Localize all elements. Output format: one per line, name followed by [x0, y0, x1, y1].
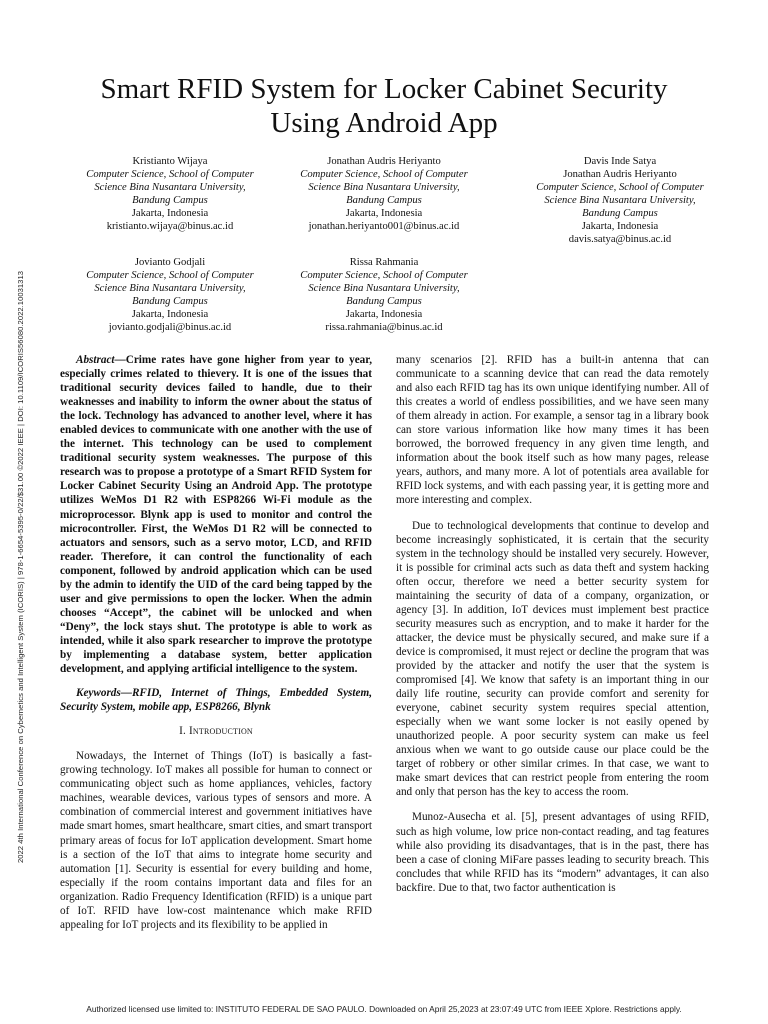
- author-email: jonathan.heriyanto001@binus.ac.id: [308, 221, 460, 232]
- keywords: Keywords—RFID, Internet of Things, Embedded System, Security System, mobile app, ESP8266, Blynk: [60, 687, 372, 714]
- author-affiliation: Computer Science, School of Computer Science Bina Nusantara University, Bandung Campus: [536, 182, 704, 219]
- author-block: [50, 256, 290, 334]
- author-name: Jonathan Audris Heriyanto: [327, 156, 441, 167]
- doi-sidebar-text: 2022 4th International Conference on Cybernetics and Intelligent System (ICORIS) | 978-1-6654-5395-0/22/$31.00 ©2022 IEEE | DOI: 10.1109/ICORIS56080.2022.10031313: [16, 271, 25, 864]
- author-location: Jakarta, Indonesia: [131, 309, 209, 320]
- right-column: [396, 353, 709, 895]
- section-heading-introduction: I. Introduction: [179, 725, 253, 738]
- author-location: Jakarta, Indonesia: [581, 221, 659, 232]
- author-location: Jakarta, Indonesia: [345, 208, 423, 219]
- author-location: Jakarta, Indonesia: [131, 208, 209, 219]
- author-block: [500, 155, 740, 246]
- abstract-text: —Crime rates have gone higher from year to year, especially crimes related to thievery. It is one of the issues that traditional security devices failed to handle, due to their weaknesses and inability to inform the owner about the status of the lock. Technology has advanced to another level, where it has enabled devices to communicate with one another with the use of the internet. This technology can be used to complement traditional security system weaknesses. The purpose of this research was to propose a prototype of a Smart RFID System for Locker Cabinet Security Using an Android App. The prototype utilizes WeMos D1 R2 with ESP8266 Wi-Fi module as the microprocessor. Blynk app is used to monitor and control the microcontroller. First, the WeMos D1 R2 will be connected to actuators and sensors, such as a servo motor, LCD, and RFID reader. Therefore, it can control the functionality of each component, followed by android application which can be used by the admin to identify the UID of the card being tapped by the user and give permissions to open the locker. When the admin chooses “Accept”, the cabinet will be unlocked and when “Deny”, the lock stays shut. The prototype is able to work as intended, while it also spark researcher to improve the prototype by implementing a database system, better application development, and applying artificial intelligence to the system.: [60, 354, 372, 676]
- author-affiliation: Computer Science, School of Computer Science Bina Nusantara University, Bandung Campus: [86, 169, 254, 206]
- abstract-label: Abstract: [76, 354, 115, 366]
- author-name-secondary: Jonathan Audris Heriyanto: [563, 169, 677, 180]
- intro-paragraph: Nowadays, the Internet of Things (IoT) is basically a fast-growing technology. IoT makes all possible for human to connect or communicating object such as home appliances, vehicles, factory machines, wearable devices, various types of sensors and more. A combination of commercial interest and government initiatives have made smart homes, smart healthcare, smart cities, and smart transport primary areas of focus for IoT application development. Smart home is a section of the IoT that aims to integrate home security and automation [1]. Security is essential for every building and home, especially if the room contains important data and files for an organization. Radio Frequency Identification (RFID) is a unique part of IoT. RFID have low-cost maintenance which make RFID appealing for IoT projects and its flexibility to be applied in: [60, 750, 372, 931]
- author-affiliation: Computer Science, School of Computer Science Bina Nusantara University, Bandung Campus: [86, 270, 254, 307]
- author-name: Kristianto Wijaya: [132, 156, 208, 167]
- paper-title-line-2: Using Android App: [270, 107, 498, 139]
- author-email: rissa.rahmania@binus.ac.id: [325, 322, 443, 333]
- author-name: Rissa Rahmania: [349, 257, 419, 268]
- author-affiliation: Computer Science, School of Computer Science Bina Nusantara University, Bandung Campus: [300, 270, 468, 307]
- license-footer: Authorized licensed use limited to: INSTITUTO FEDERAL DE SAO PAULO. Downloaded on April 25,2023 at 23:07:49 UTC from IEEE Xplore. Restrictions apply.: [86, 1004, 682, 1014]
- abstract: [60, 353, 372, 676]
- author-name: Jovianto Godjali: [134, 257, 206, 268]
- paper-title: [60, 72, 708, 140]
- author-affiliation: Computer Science, School of Computer Science Bina Nusantara University, Bandung Campus: [300, 169, 468, 206]
- body-paragraph: many scenarios [2]. RFID has a built-in antenna that can communicate to a scanning device that can read the data remotely and also each RFID tag has its own unique identifying number. All of this creates a world of endless possibilities, and we have seen many of them already in action. For example, a sensor tag in a library book can store various information like how many times it has been borrowed, the borrowed frequency in any given time length, and information about the book itself such as how many pages, release years, authors, and many more. A lot of potentials area available for RFID lock systems, and with each passing year, it is getting more and more interesting and complex.: [396, 354, 709, 507]
- author-name: Davis Inde Satya: [583, 156, 657, 167]
- body-paragraph: Munoz-Ausecha et al. [5], present advantages of using RFID, such as high volume, low price non-contact reading, and tag features while also providing its disadvantages, that is in the past, there has been a case of cloning MiFare passes leading to security breach. This concludes that while RFID has its “modern” advantages, it can also backfire. Due to that, two factor authentication is: [396, 811, 709, 894]
- author-block: [50, 155, 290, 233]
- author-block: [264, 155, 504, 233]
- author-email: jovianto.godjali@binus.ac.id: [108, 322, 232, 333]
- left-column: [60, 353, 372, 932]
- paper-title-line-1: Smart RFID System for Locker Cabinet Security: [100, 73, 668, 105]
- author-location: Jakarta, Indonesia: [345, 309, 423, 320]
- author-email: davis.satya@binus.ac.id: [568, 234, 672, 245]
- author-block: [264, 256, 504, 334]
- doi-sidebar: [0, 0, 32, 1024]
- author-email: kristianto.wijaya@binus.ac.id: [106, 221, 234, 232]
- body-paragraph: Due to technological developments that continue to develop and become increasingly sophisticated, it is certain that the security system in the technology should be installed very securely. However, it is possible for criminal acts such as data theft and system hacking often occur, therefore we need a better security system for maintaining the security of data of a company, organization, or agency [3]. In addition, IoT devices must implement best practice security measures such as encryption, and to make it harder for the attacker, the device must be physically secured, and make sure if a device is compromised, it must reject or decline the program that was provided by the attacker and notify the user that the system is compromised [4]. We know that safety is an important thing in our daily life routine, security can provide comfort and serenity for everyone, cabinet security system requires special attention, especially when we want some locker is not easily opened by unauthorized people. A poor security system can make us feel anxious when we want to go outside cause our place could be the target of robbery or other similar crimes. In that case, we want to make smart devices that can restrict people from entering the room and only that person has the key to access the room.: [396, 519, 709, 799]
